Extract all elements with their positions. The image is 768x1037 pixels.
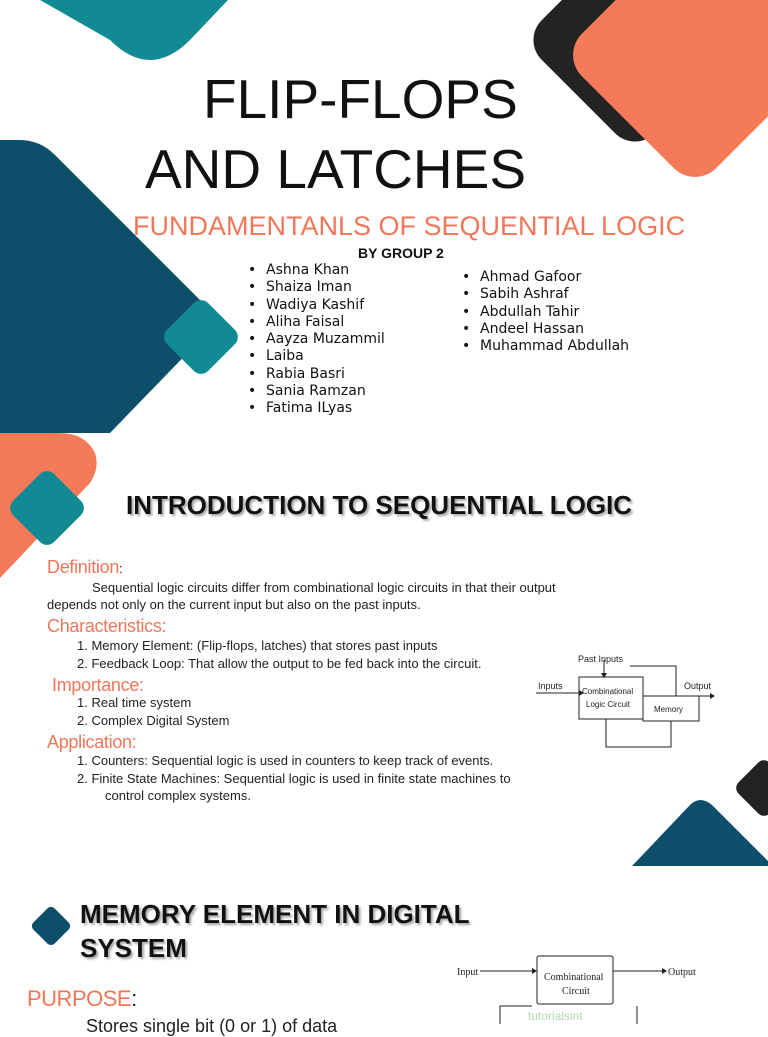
- purpose-label-text: PURPOSE: [27, 986, 132, 1011]
- member-item: • Andeel Hassan: [462, 321, 629, 338]
- sequential-logic-diagram: [535, 638, 740, 753]
- member-list-right: [462, 269, 629, 355]
- member-item: • Shaiza Iman: [248, 279, 385, 296]
- comb-circuit-label-2: Circuit: [562, 986, 590, 997]
- slide3-heading-line-2: SYSTEM: [80, 933, 187, 963]
- characteristic-item: 2. Feedback Loop: That allow the output to be fed back into the circuit.: [77, 655, 482, 671]
- application-list: [77, 752, 511, 805]
- purpose-text: Stores single bit (0 or 1) of data: [86, 1016, 338, 1036]
- comb-circuit-label-1: Combinational: [544, 972, 604, 983]
- characteristics-list: [77, 637, 481, 672]
- member-item: • Ahmad Gafoor: [462, 269, 629, 286]
- member-item: • Muhammad Abdullah: [462, 338, 629, 355]
- importance-list: [77, 694, 229, 729]
- title-slide: [0, 0, 768, 433]
- memory-slide: [0, 866, 768, 1036]
- application-item: 2. Finite State Machines: Sequential logic is used in finite state machines to: [77, 770, 511, 786]
- application-label: Application:: [47, 732, 137, 752]
- member-item: • Aliha Faisal: [248, 314, 385, 331]
- title-line-2: AND LATCHES: [145, 138, 526, 200]
- output-label: Output: [684, 681, 712, 691]
- member-item: • Rabia Basri: [248, 366, 385, 383]
- input-arrowhead: [532, 968, 537, 974]
- member-item: • Abdullah Tahir: [462, 304, 629, 321]
- definition-label: [47, 557, 122, 578]
- comb-label-line-2: Logic Circuit: [586, 700, 631, 709]
- output-arrowhead-2: [662, 968, 667, 974]
- importance-item: 1. Real time system: [77, 695, 192, 710]
- output-label-2: Output: [668, 967, 696, 978]
- input-label: Input: [457, 967, 479, 978]
- byline: BY GROUP 2: [358, 245, 444, 261]
- member-item: • Sabih Ashraf: [462, 286, 629, 303]
- purpose-colon: :: [131, 986, 137, 1011]
- member-item: • Wadiya Kashif: [248, 297, 385, 314]
- navy-bottom-shape: [632, 800, 768, 866]
- past-inputs-label: Past Inputs: [578, 654, 624, 664]
- member-item: • Laiba: [248, 348, 385, 365]
- slide2-heading: INTRODUCTION TO SEQUENTIAL LOGIC: [126, 490, 633, 520]
- definition-colon: :: [119, 561, 123, 576]
- dark-diamond-shape: [733, 757, 768, 819]
- definition-label-text: Definition: [47, 557, 120, 577]
- member-item: • Aayza Muzammil: [248, 331, 385, 348]
- importance-label: Importance:: [52, 675, 144, 695]
- slide3-heading-line-1: MEMORY ELEMENT IN DIGITAL: [80, 899, 470, 929]
- intro-slide: [0, 433, 768, 866]
- comb-label-line-1: Combinational: [582, 687, 634, 696]
- member-list-left: [248, 262, 385, 418]
- application-item: 1. Counters: Sequential logic is used in counters to keep track of events.: [77, 753, 494, 768]
- memory-label: Memory: [654, 705, 683, 714]
- member-item: • Sania Ramzan: [248, 383, 385, 400]
- definition-line-2: depends not only on the current input but also on the past inputs.: [47, 597, 421, 612]
- subtitle: FUNDAMENTANLS OF SEQUENTIAL LOGIC: [133, 211, 686, 241]
- navy-diamond-shape: [30, 905, 72, 947]
- inputs-label: Inputs: [538, 681, 563, 691]
- definition-line-1: Sequential logic circuits differ from combinational logic circuits in that their output: [92, 580, 556, 595]
- importance-item: 2. Complex Digital System: [77, 712, 230, 728]
- application-item: control complex systems.: [105, 788, 251, 803]
- member-item: • Fatima ILyas: [248, 400, 385, 417]
- characteristics-label: Characteristics:: [47, 616, 167, 636]
- memory-element-diagram: [440, 954, 720, 1024]
- title-line-1: FLIP-FLOPS: [203, 68, 518, 130]
- characteristic-item: 1. Memory Element: (Flip-flops, latches) that stores past inputs: [77, 638, 438, 653]
- member-item: • Ashna Khan: [248, 262, 385, 279]
- teal-top-shape: [40, 0, 228, 60]
- purpose-label: [27, 986, 137, 1012]
- watermark-text: tutorialsint: [528, 1009, 583, 1023]
